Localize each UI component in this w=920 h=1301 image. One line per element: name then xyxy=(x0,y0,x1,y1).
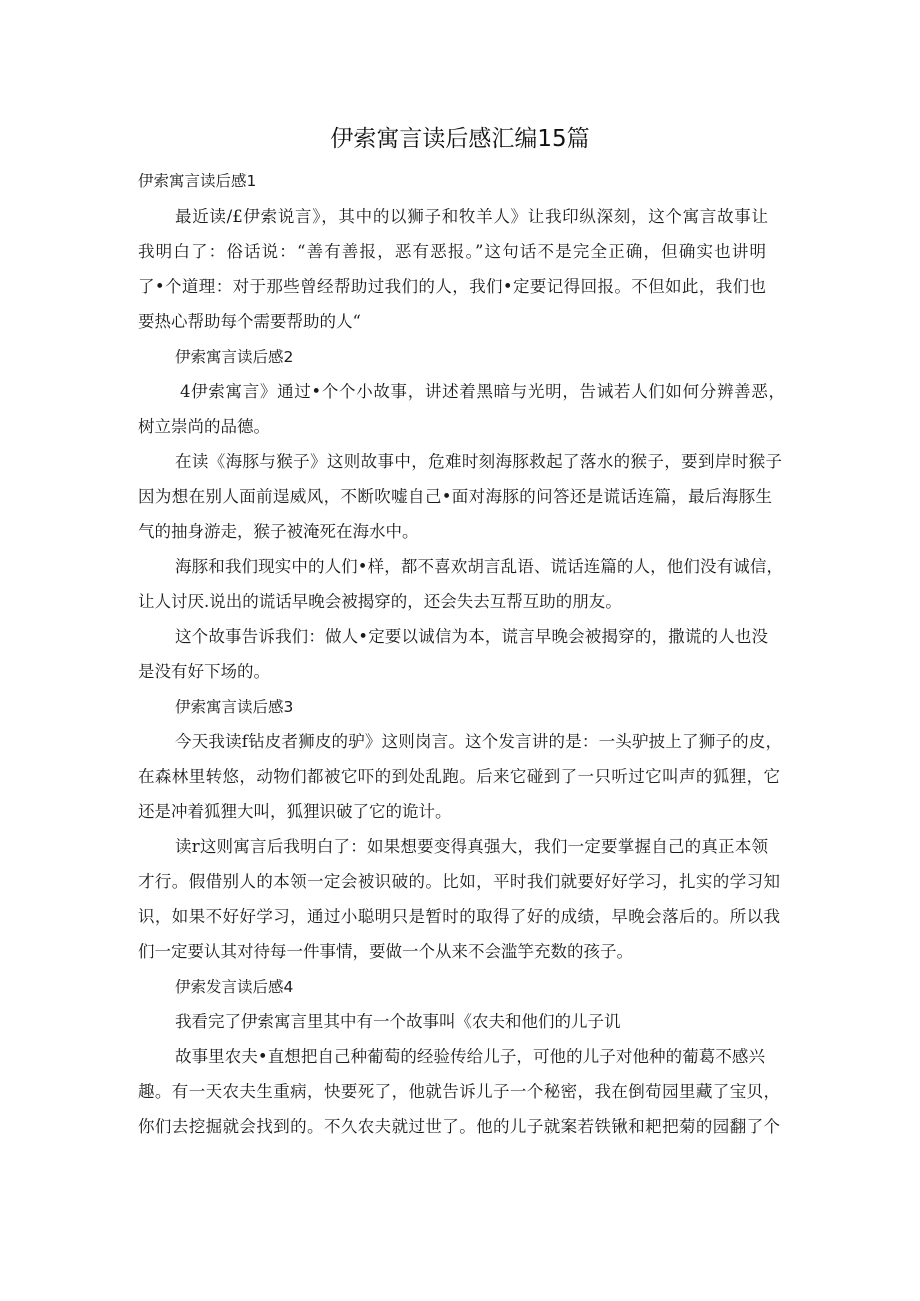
section-heading-1: 伊索寓言读后感1 xyxy=(138,172,257,190)
paragraph-line: 我明白了：俗话说：“善有善报，恶有恶报。”这句话不是完全正确，但确实也讲明 xyxy=(138,242,766,261)
paragraph-line: 4伊索寓言》通过•个个小故事，讲述着黑暗与光明，告诫若人们如何分辨善恶， xyxy=(180,382,785,401)
paragraph-line: 让人讨厌.说出的谎话早晚会被揭穿的，还会失去互帮互助的朋友。 xyxy=(138,592,622,611)
paragraph-line: 故事里农夫•直想把自己种葡萄的经验传给儿子，可他的儿子对他种的葡葛不感兴 xyxy=(175,1047,765,1066)
paragraph-line: 在读《海豚与猴子》这则故事中，危难时刻海豚救起了落水的猴子，要到岸时猴子 xyxy=(175,452,782,471)
paragraph-line: 要热心帮助每个需要帮助的人“ xyxy=(138,312,361,331)
paragraph-line: 今天我读f钻皮者狮皮的驴》这则岗言。这个发言讲的是：一头驴披上了狮子的皮， xyxy=(175,732,782,751)
paragraph-line: 树立崇尚的品德。 xyxy=(138,417,270,436)
paragraph-line: 识，如果不好好学习，通过小聪明只是暂时的取得了好的成绩，早晚会落后的。所以我 xyxy=(138,907,780,926)
paragraph-line: 了•个道理：对于那些曾经帮助过我们的人，我们•定要记得回报。不但如此，我们也 xyxy=(138,277,766,296)
paragraph-line: 还是冲着狐狸大叫，狐狸识破了它的诡计。 xyxy=(138,802,452,821)
paragraph-line: 是没有好下场的。 xyxy=(138,662,270,681)
paragraph-line: 气的抽身游走，猴子被淹死在海水中。 xyxy=(138,522,419,541)
section-heading-4: 伊索发言读后感4 xyxy=(175,978,294,996)
paragraph-line: 趣。有一天农夫生重病，快要死了，他就告诉儿子一个秘密，我在倒荀园里藏了宝贝， xyxy=(138,1082,780,1101)
paragraph-line: 这个故事告诉我们：做人•定要以诚信为本，谎言早晚会被揭穿的，撒谎的人也没 xyxy=(175,627,768,646)
section-heading-3: 伊索寓言读后感3 xyxy=(175,698,294,716)
paragraph-line: 才行。假借别人的本领一定会被识破的。比如，平时我们就要好好学习，扎实的学习知 xyxy=(138,872,780,891)
document-title: 伊索寓言读后感汇编15篇 xyxy=(330,126,590,152)
paragraph-line: 我看完了伊索寓言里其中有一个故事叫《农夫和他们的儿子讥 xyxy=(175,1012,621,1031)
paragraph-line: 最近读/£伊索说言》，其中的以狮子和牧羊人》让我印纵深刻，这个寓言故事让 xyxy=(175,207,768,226)
paragraph-line: 因为想在别人面前逞威风，不断吹嘘自己•面对海豚的问答还是谎话连篇，最后海豚生 xyxy=(138,487,772,506)
section-heading-2: 伊索寓言读后感2 xyxy=(175,348,294,366)
paragraph-line: 海豚和我们现实中的人们•样，都不喜欢胡言乱语、谎话连篇的人，他们没有诚信， xyxy=(175,557,783,576)
paragraph-line: 你们去挖掘就会找到的。不久农夫就过世了。他的儿子就案若铁锹和耙把菊的园翻了个 xyxy=(138,1117,780,1136)
paragraph-line: 们一定要认其对待每一件事情，要做一个从来不会滥竽充数的孩子。 xyxy=(138,942,633,961)
paragraph-line: 读r这则寓言后我明白了：如果想要变得真强大，我们一定要掌握自己的真正本领 xyxy=(175,837,768,856)
paragraph-line: 在森林里转悠，动物们都被它吓的到处乱跑。后来它碰到了一只听过它叫声的狐狸，它 xyxy=(138,767,780,786)
